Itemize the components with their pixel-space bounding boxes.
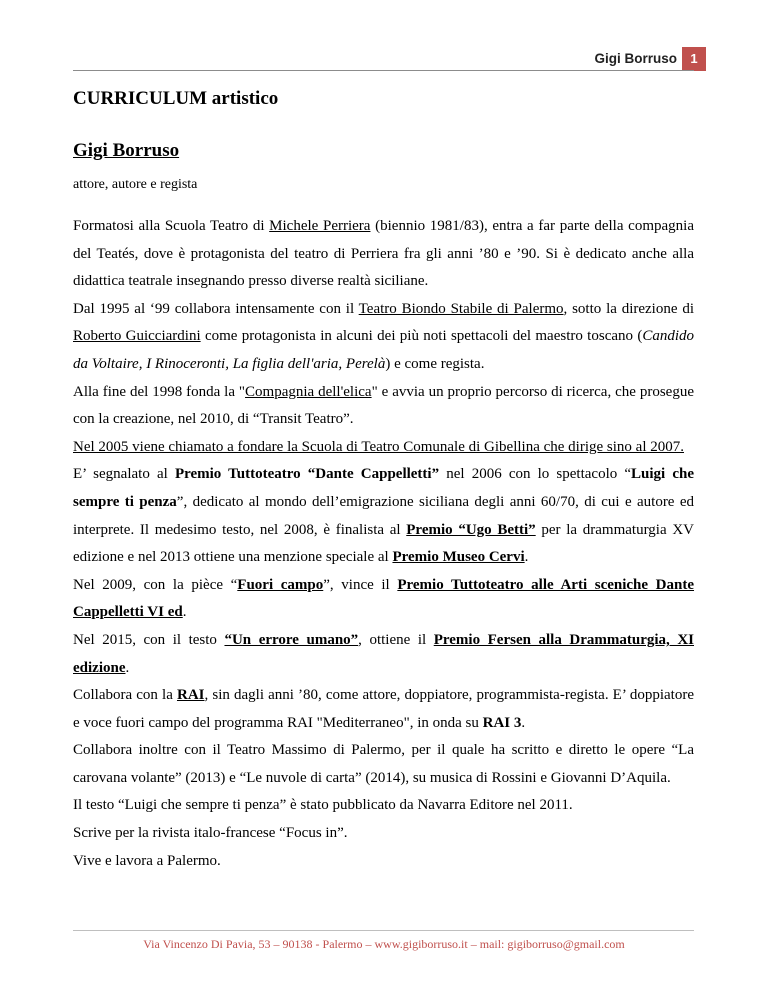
paragraph-gibellina (73, 434, 694, 462)
header-divider (73, 70, 694, 71)
link-compagnia-elica[interactable]: Compagnia dell'elica (245, 383, 372, 400)
paragraph-errore-umano: Nel 2015, con il testo “Un errore umano”, ottiene il Premio Fersen alla Drammaturgia, XI edizione. (73, 631, 694, 676)
link-roberto-guicciardini[interactable]: Roberto Guicciardini (73, 328, 201, 345)
paragraph-biondo: Dal 1995 al ‘99 collabora intensamente con il Teatro Biondo Stabile di Palermo, sotto la direzione di Roberto Guicciardini come protagonista in alcuni dei più noti spettacoli del maestro toscano (Candido da Voltaire, I Rinoceronti, La figlia dell'aria, Perelà) e come regista. (73, 300, 695, 372)
link-gibellina-school[interactable]: Nel 2005 viene chiamato a fondare la Scuola di Teatro Comunale di Gibellina che dirige sino al 2007. (73, 438, 684, 455)
document-body (73, 213, 694, 875)
award-tuttoteatro-arti[interactable]: Premio Tuttoteatro alle Arti sceniche Dante Cappelletti VI ed (73, 576, 695, 621)
award-fersen[interactable]: Premio Fersen alla Drammaturgia, XI edizione (73, 631, 694, 676)
paragraph-publication: Il testo “Luigi che sempre ti penza” è stato pubblicato da Navarra Editore nel 2011. (73, 797, 573, 814)
channel-rai3: RAI 3 (482, 714, 522, 731)
link-teatro-biondo[interactable]: Teatro Biondo Stabile di Palermo (358, 300, 564, 317)
person-role: attore, autore e regista (73, 177, 198, 192)
document-title: CURRICULUM artistico (73, 88, 279, 109)
paragraph-awards-luigi: E’ segnalato al Premio Tuttoteatro “Dante Cappelletti” nel 2006 con lo spettacolo “Luigi che sempre ti penza”, dedicato al mondo dell’emigrazione siciliana degli anni 60/70, di cui e autore ed interprete. Il medesimo testo, nel 2008, è finalista al Premio “Ugo Betti” per la drammaturgia XV edizione e nel 2013 ottiene una menzione speciale al Premio Museo Cervi. (73, 466, 695, 566)
award-tuttoteatro: Premio Tuttoteatro “Dante Cappelletti” (174, 466, 440, 483)
show-luigi: Luigi che sempre ti penza (73, 466, 695, 510)
paragraph-residence: Vive e lavora a Palermo. (73, 852, 221, 869)
award-ugo-betti[interactable]: Premio “Ugo Betti” (406, 521, 536, 538)
paragraph-focus-in: Scrive per la rivista italo-francese “Focus in”. (73, 825, 348, 842)
footer-contact: Via Vincenzo Di Pavia, 53 – 90138 - Palermo – www.gigiborruso.it – mail: gigiborruso@gmail.com (143, 937, 625, 951)
paragraph-elica: Alla fine del 1998 fonda la "Compagnia dell'elica" e avvia un proprio percorso di ricerca, che prosegue con la creazione, nel 2010, di “Transit Teatro”. (73, 383, 694, 428)
link-rai[interactable]: RAI (176, 687, 205, 704)
show-fuori-campo[interactable]: Fuori campo (237, 576, 324, 593)
paragraph-rai: Collabora con la RAI, sin dagli anni ’80, come attore, doppiatore, programmista-regista. E’ doppiatore e voce fuori campo del programma RAI "Mediterraneo", in onda su RAI 3. (73, 687, 694, 731)
person-name: Gigi Borruso (73, 140, 180, 161)
page-number-badge: 1 (682, 47, 706, 71)
shows-list: Candido da Voltaire, I Rinoceronti, La figlia dell'aria, Perelà (73, 328, 695, 372)
paragraph-training: Formatosi alla Scuola Teatro di Michele Perriera (biennio 1981/83), entra a far parte della compagnia del Teatés, dove è protagonista del teatro di Perriera fra gli anni ’80 e ’90. Si è dedicato anche alla didattica teatrale insegnando presso diverse realtà siciliane. (73, 218, 694, 290)
show-errore-umano[interactable]: “Un errore umano” (224, 631, 359, 648)
header-name: Gigi Borruso (594, 51, 677, 66)
paragraph-teatro-massimo: Collabora inoltre con il Teatro Massimo di Palermo, per il quale ha scritto e diretto le opere “La carovana volante” (2013) e “Le nuvole di carta” (2014), su musica di Rossini e Giovanni D’Aquila. (73, 742, 694, 786)
paragraph-fuori-campo: Nel 2009, con la pièce “Fuori campo”, vince il Premio Tuttoteatro alle Arti sceniche Dante Cappelletti VI ed. (73, 576, 695, 621)
award-museo-cervi[interactable]: Premio Museo Cervi (392, 549, 525, 566)
footer-divider (73, 930, 694, 931)
link-michele-perriera[interactable]: Michele Perriera (269, 218, 371, 234)
